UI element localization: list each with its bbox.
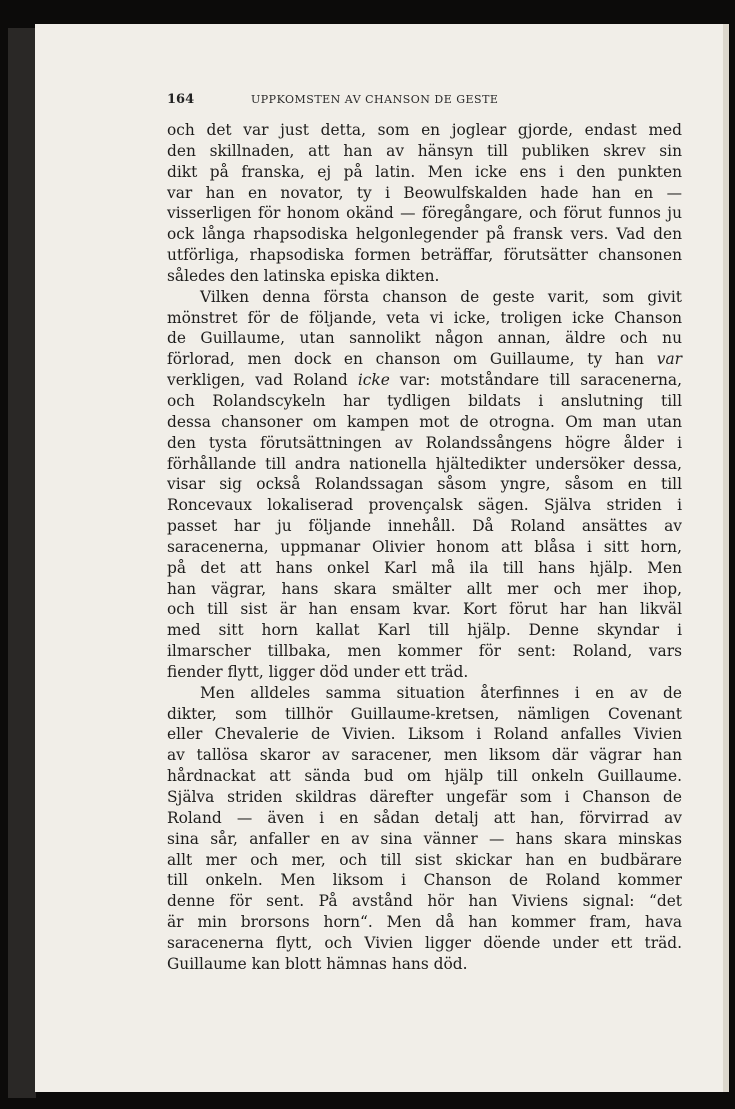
text-line — [167, 641, 682, 662]
scan-border — [8, 28, 36, 1098]
text-span: mönstret för de följande, veta vi icke, troligen icke Chanson — [167, 308, 682, 327]
text-span: saracenerna flytt, och Vivien ligger döende under ett träd. — [167, 933, 682, 952]
text-span: förhållande till andra nationella hjältedikter undersöker dessa, — [167, 454, 682, 473]
text-line — [167, 287, 682, 308]
text-span: var han en novator, ty i Beowulfskalden hade han en — — [167, 183, 682, 202]
text-line — [167, 787, 682, 808]
text-line — [167, 120, 682, 141]
book-page — [35, 24, 729, 1092]
text-span: han vägrar, hans skara smälter allt mer och mer ihop, — [167, 579, 682, 598]
text-line — [167, 308, 682, 329]
text-span: Själva striden skildras därefter ungefär som i Chanson de — [167, 788, 682, 806]
text-span: sina sår, anfaller en av sina vänner — hans skara minskas — [167, 829, 682, 848]
text-span: var: motståndare till saracenerna, — [389, 371, 682, 390]
text-span: och Rolandscykeln har tydligen bildats i anslutning till — [167, 391, 682, 410]
text-span: och det var just detta, som en joglear gjorde, endast med — [167, 121, 682, 139]
page-header — [167, 92, 567, 110]
text-line — [167, 766, 682, 787]
italic-text: var — [656, 350, 682, 369]
text-span: av tallösa skaror av saracener, men liksom där vägrar han — [167, 746, 682, 765]
text-line — [167, 829, 682, 850]
text-line — [167, 183, 682, 204]
text-line — [167, 266, 682, 287]
text-line — [167, 704, 682, 725]
text-span: och till sist är han ensam kvar. Kort förut har han likväl — [167, 600, 682, 619]
text-line — [167, 683, 682, 704]
text-line — [167, 912, 682, 933]
text-span: utförliga, rhapsodiska formen beträffar, förutsätter chansonen — [167, 246, 682, 265]
text-span: Vilken denna första chanson de geste varit, som givit — [200, 287, 682, 306]
text-line — [167, 224, 682, 245]
text-line — [167, 537, 682, 558]
text-span: ock långa rhapsodiska helgonlegender på fransk vers. Vad den — [167, 225, 682, 244]
page-number: 164 — [167, 92, 195, 107]
text-span: passet har ju följande innehåll. Då Roland ansättes av — [167, 517, 682, 536]
text-line — [167, 474, 682, 495]
text-span: dessa chansoner om kampen mot de otrogna. Om man utan — [167, 412, 682, 431]
text-span: dikt på franska, ej på latin. Men icke ens i den punkten — [167, 162, 682, 181]
text-span: Roland — även i en sådan detalj att han, förvirrad av — [167, 808, 682, 827]
text-span: den skillnaden, att han av hänsyn till publiken skrev sin — [167, 141, 682, 160]
text-span: på det att hans onkel Karl må ila till hans hjälp. Men — [167, 558, 682, 577]
text-span: verkligen, vad Roland — [167, 371, 358, 390]
page-edge — [723, 24, 729, 1092]
text-line — [167, 328, 682, 349]
text-span: allt mer och mer, och till sist skickar han en budbärare — [167, 850, 682, 869]
text-span: visserligen för honom okänd — föregångare, och förut funnos ju — [167, 204, 682, 223]
text-span: Guillaume kan blott hämnas hans död. — [167, 954, 468, 973]
text-line — [167, 620, 682, 641]
text-span: denne för sent. På avstånd hör han Viviens signal: “det — [167, 892, 682, 911]
text-line — [167, 662, 682, 683]
text-line — [167, 495, 682, 516]
text-span: saracenerna, uppmanar Olivier honom att blåsa i sitt horn, — [167, 537, 682, 556]
running-title: UPPKOMSTEN AV CHANSON DE GESTE — [251, 93, 499, 106]
text-span: Roncevaux lokaliserad provençalsk sägen. Själva striden i — [167, 496, 682, 515]
text-line — [167, 516, 682, 537]
text-line — [167, 579, 682, 600]
text-line — [167, 391, 682, 412]
text-line — [167, 141, 682, 162]
text-span: fiender flytt, ligger död under ett träd. — [167, 662, 469, 681]
text-line — [167, 954, 682, 975]
text-line — [167, 870, 682, 891]
text-span: är min brorsons horn“. Men då han kommer fram, hava — [167, 913, 682, 932]
text-span: förlorad, men dock en chanson om Guillaume, ty han — [167, 350, 657, 369]
text-line — [167, 203, 682, 224]
text-span: hårdnackat att sända bud om hjälp till onkeln Guillaume. — [167, 767, 682, 786]
text-line — [167, 850, 682, 871]
text-line — [167, 933, 682, 954]
text-span: Men alldeles samma situation återfinnes i en av de — [200, 683, 682, 702]
text-line — [167, 724, 682, 745]
text-line — [167, 245, 682, 266]
text-span: eller Chevalerie de Vivien. Liksom i Roland anfalles Vivien — [167, 725, 682, 744]
text-line — [167, 370, 682, 391]
text-line — [167, 412, 682, 433]
text-line — [167, 808, 682, 829]
text-line — [167, 599, 682, 620]
text-span: till onkeln. Men liksom i Chanson de Roland kommer — [167, 871, 682, 890]
text-line — [167, 558, 682, 579]
text-span: den tysta förutsättningen av Rolandssångens högre ålder i — [167, 433, 682, 452]
text-line — [167, 454, 682, 475]
text-line — [167, 745, 682, 766]
text-span: de Guillaume, utan sannolikt någon annan, äldre och nu — [167, 329, 682, 348]
text-span: således den latinska episka dikten. — [167, 266, 440, 285]
text-span: dikter, som tillhör Guillaume-kretsen, nämligen Covenant — [167, 704, 682, 723]
text-span: ilmarscher tillbaka, men kommer för sent: Roland, vars — [167, 642, 682, 661]
text-line — [167, 349, 682, 370]
text-line — [167, 433, 682, 454]
text-line — [167, 162, 682, 183]
italic-text: icke — [357, 371, 390, 390]
text-span: visar sig också Rolandssagan såsom yngre, såsom en till — [167, 475, 682, 494]
text-line — [167, 891, 682, 912]
body-text — [167, 120, 682, 975]
text-span: med sitt horn kallat Karl till hjälp. Denne skyndar i — [167, 621, 682, 640]
